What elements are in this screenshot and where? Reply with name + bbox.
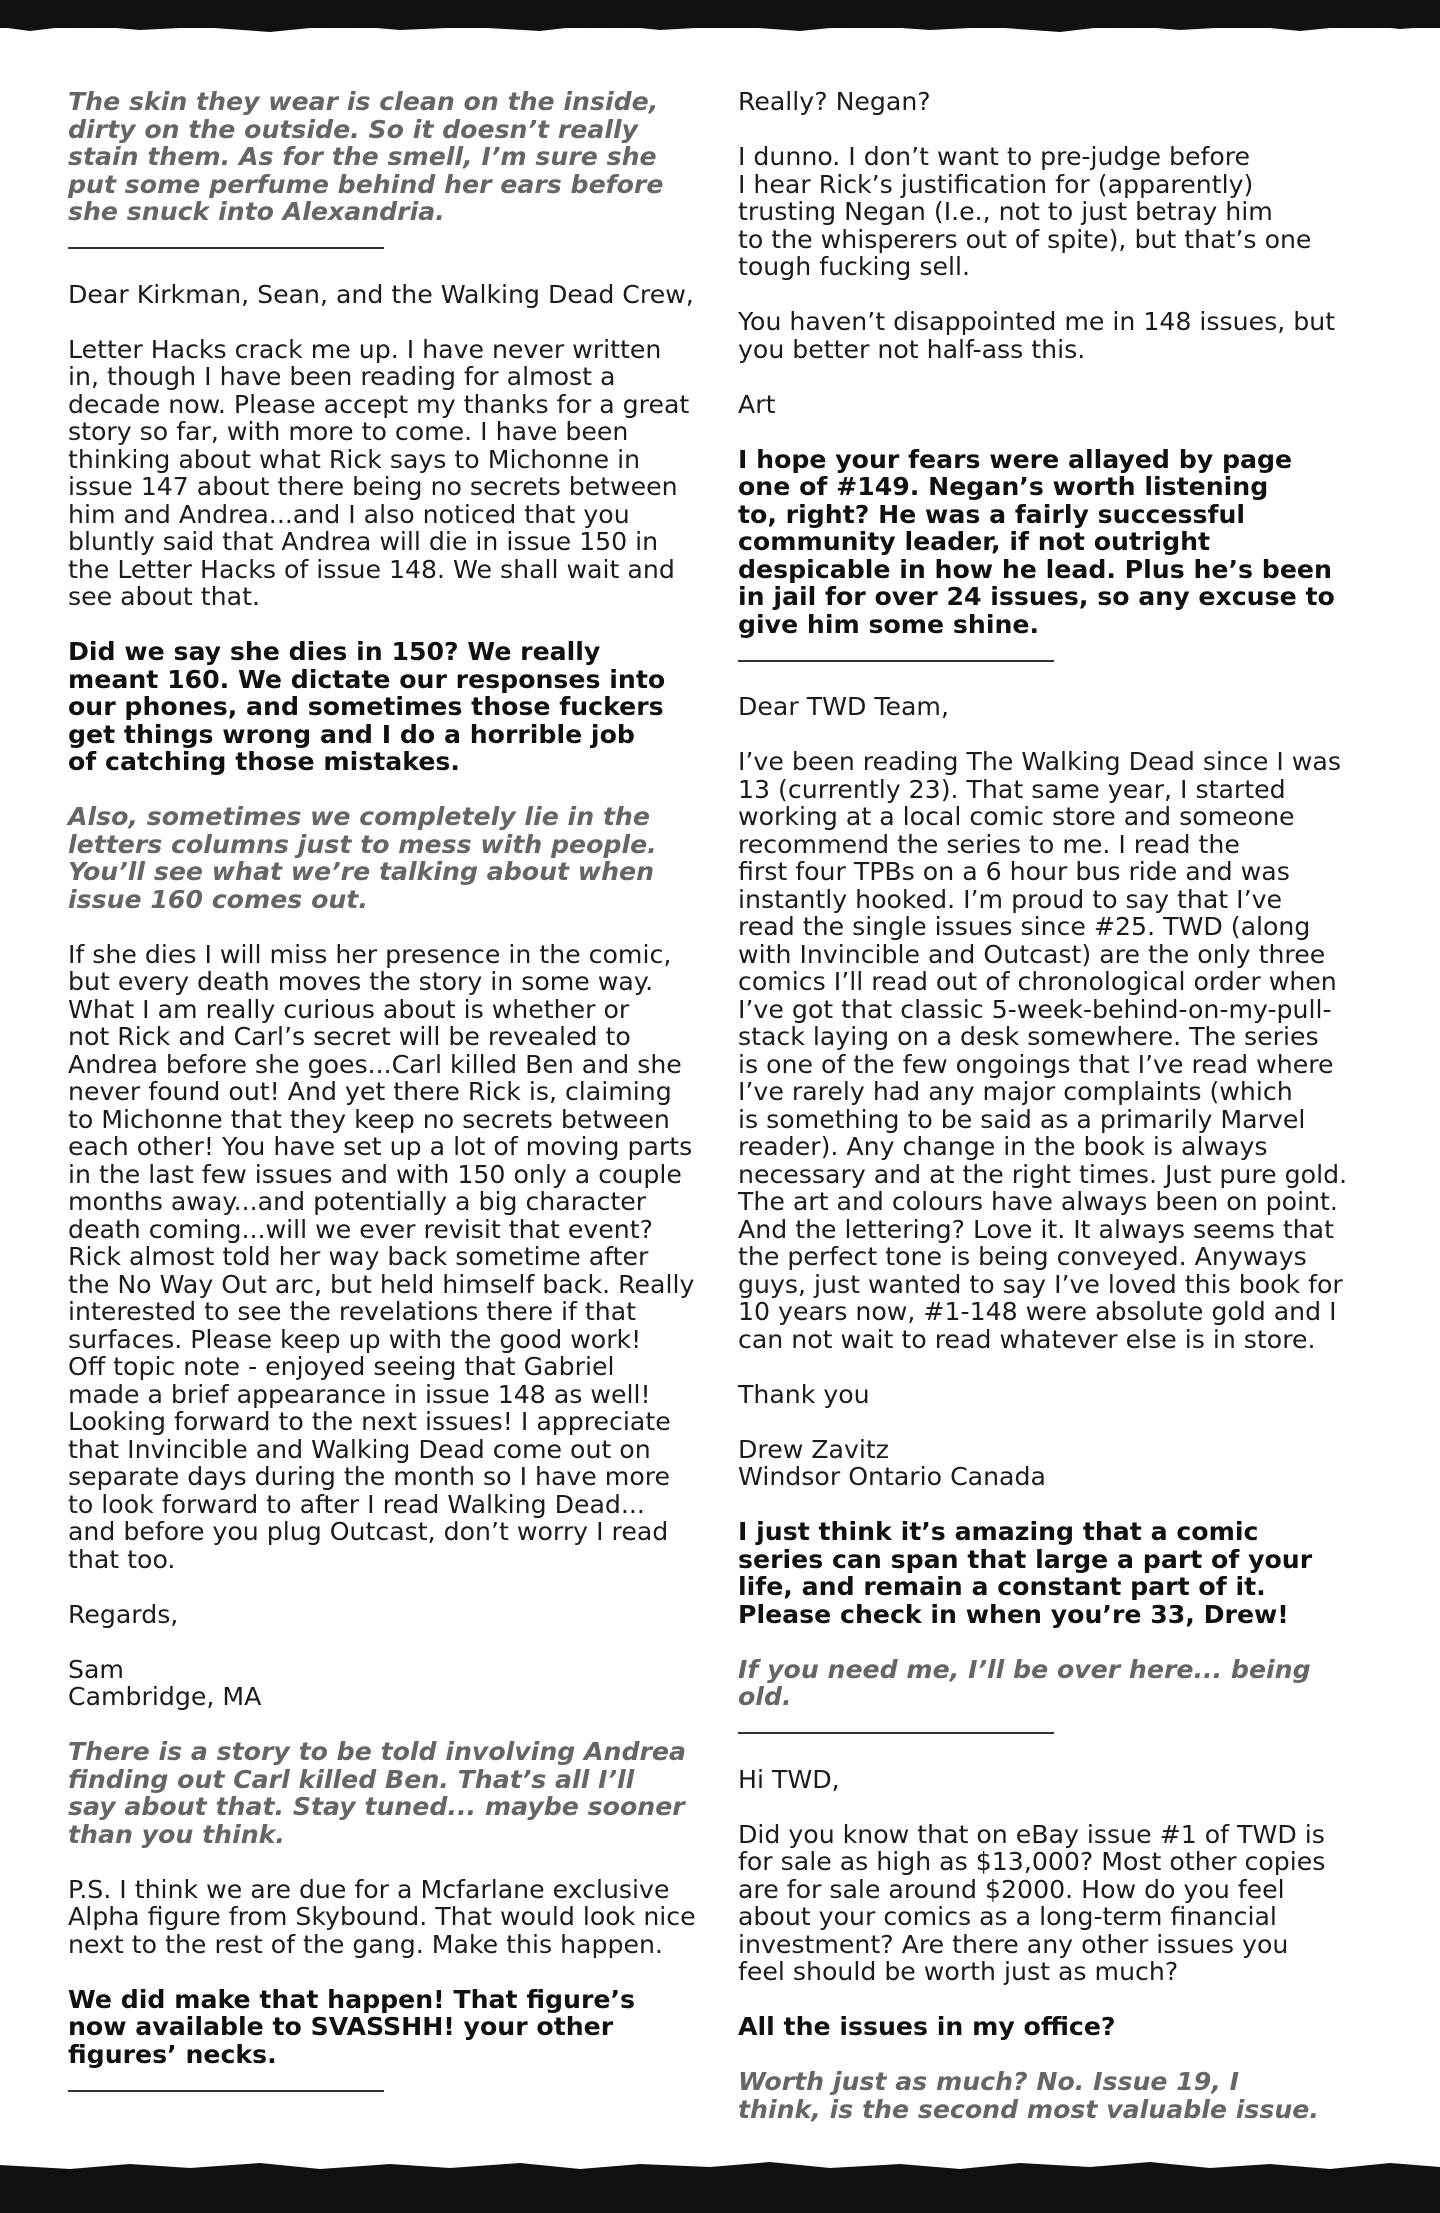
editor-reply: Did we say she dies in 150? We really meant 160. We dictate our responses into our phones, and sometimes those fuckers get things wrong and I do a horrible job of catching those mistakes.	[68, 637, 666, 776]
top-torn-edge	[0, 22, 1440, 42]
letter-paragraph: Letter Hacks crack me up. I have never written in, though I have been reading for almost a decade now. Please accept my thanks for a great story so far, with more to come. I have been thinking about what Rick says to Michonne in issue 147 about there being no secrets between him and Andrea...and I also noticed that you bluntly said that Andrea will die in issue 150 in the Letter Hacks of issue 148. We shall wait and see about that.	[68, 334, 690, 611]
letter-paragraph: If she dies I will miss her presence in the comic, but every death moves the story in some way. What I am really curious about is whether or not Rick and Carl’s secret will be revealed to Andrea before she goes...Carl killed Ben and she never found out! And yet there Rick is, claiming to Michonne that they keep no secrets between each other! You have set up a lot of moving parts in the last few issues and with 150 only a couple months away...and potentially a big character death coming...will we ever revisit that event? Rick almost told her way back sometime after the No Way Out arc, but held himself back. Really interested to see the revelations there if that surfaces. Please keep up with the good work! Off topic note - enjoyed seeing that Gabriel made a brief appearance in issue 148 as well! Looking forward to the next issues! I appreciate that Invincible and Walking Dead come out on separate days during the month so I have more to look forward to after I read Walking Dead... and before you plug Outcast, don’t worry I read that too.	[68, 939, 695, 1574]
editor-reply: I hope your fears were allayed by page one of #149. Negan’s worth listening to, right? He was a fairly successful community leader, if not outright despicable in how he lead. Plus he’s been in jail for over 24 issues, so any excuse to give him some shine.	[738, 444, 1335, 639]
editor-aside: There is a story to be told involving Andrea finding out Carl killed Ben. That’s all I’ll say about that. Stay tuned... maybe sooner than you think.	[68, 1737, 687, 1849]
editor-aside: The skin they wear is clean on the inside, dirty on the outside. So it doesn’t really stain them. As for the smell, I’m sure she put some perfume behind her ears before she snuck into Alexandria.	[68, 87, 664, 226]
letter-paragraph: Dear TWD Team,	[738, 692, 949, 721]
editor-reply: I just think it’s amazing that a comic series can span that large a part of your life, and remain a constant part of it. Please check in when you’re 33, Drew!	[738, 1517, 1313, 1629]
letter-paragraph: I’ve been reading The Walking Dead since I was 13 (currently 23). That same year, I started working at a local comic store and someone recommend the series to me. I read the first four TPBs on a 6 hour bus ride and was instantly hooked. I’m proud to say that I’ve read the single issues since #25. TWD (along with Invincible and Outcast) are the only three comics I’ll read out of chronological order when I’ve got that classic 5-week-behind-on-my-pull- stack laying on a desk somewhere. The series is one of the few ongoings that I’ve read where I’ve rarely had any major complaints (which is something to be said as a primarily Marvel reader). Any change in the book is always necessary and at the right times. Just pure gold. The art and colours have always been on point. And the lettering? Love it. It always seems that the perfect tone is being conveyed. Anyways guys, just wanted to say I’ve loved this book for 10 years now, #1-148 were absolute gold and I can not wait to read whatever else is in store.	[738, 747, 1348, 1354]
letter-paragraph: Regards,	[68, 1599, 179, 1629]
bottom-torn-edge	[0, 2153, 1440, 2173]
section-divider	[68, 2068, 718, 2096]
letter-paragraph: Dear Kirkman, Sean, and the Walking Dead Crew,	[68, 279, 694, 309]
letter-paragraph: I dunno. I don’t want to pre-judge before I hear Rick’s justification for (apparently) trusting Negan (I.e., not to just betray him to the whisperers out of spite), but that’s one tough fucking sell.	[738, 142, 1312, 281]
letter-paragraph: Hi TWD,	[738, 1764, 840, 1794]
left-column	[68, 88, 718, 2123]
editor-aside: If you need me, I’ll be over here... being old.	[738, 1654, 1311, 1711]
letter-paragraph: Really? Negan?	[738, 87, 931, 116]
bottom-border	[0, 2169, 1440, 2213]
letter-paragraph: You haven’t disappointed me in 148 issues, but you better not half-ass this.	[738, 307, 1336, 364]
editor-aside: Also, sometimes we completely lie in the letters columns just to mess with people. You’ll see what we’re talking about when issue 160 comes out.	[68, 802, 657, 914]
letter-paragraph: Did you know that on eBay issue #1 of TWD is for sale as high as $13,000? Most other copies are for sale around $2000. How do you feel about your comics as a long-term financial investment? Are there any other issues you feel should be worth just as much?	[738, 1819, 1326, 1986]
editor-reply: We did make that happen! That figure’s now available to SVASSHH! your other figures’ necks.	[68, 1984, 636, 2069]
right-column	[738, 88, 1388, 2151]
letter-paragraph: Thank you	[738, 1379, 870, 1409]
section-divider	[68, 226, 718, 254]
section-divider	[738, 638, 1388, 666]
editor-aside: Worth just as much? No. Issue 19, I think, is the second most valuable issue.	[738, 2067, 1319, 2124]
section-divider	[738, 1711, 1388, 1739]
letter-paragraph: Sam Cambridge, MA	[68, 1654, 262, 1711]
top-border	[0, 0, 1440, 28]
letter-paragraph: Drew Zavitz Windsor Ontario Canada	[738, 1434, 1046, 1491]
editor-reply: All the issues in my office?	[738, 2012, 1116, 2041]
letter-paragraph: Art	[738, 389, 776, 419]
letter-paragraph: P.S. I think we are due for a Mcfarlane exclusive Alpha figure from Skybound. That would look nice next to the rest of the gang. Make this happen.	[68, 1874, 696, 1959]
